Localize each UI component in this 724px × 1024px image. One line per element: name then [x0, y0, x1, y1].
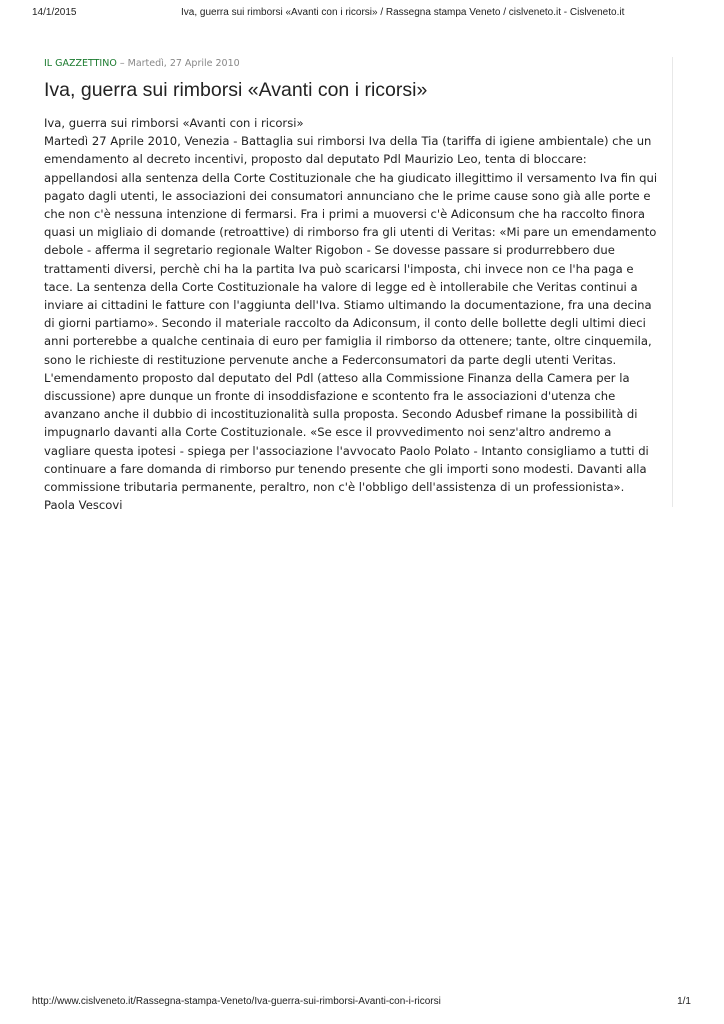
- article-meta: [44, 57, 672, 71]
- article-body: [44, 114, 661, 514]
- article: [44, 57, 673, 513]
- article-author: Paola Vescovi: [44, 498, 123, 513]
- article-title: Iva, guerra sui rimborsi «Avanti con i ricorsi»: [44, 79, 428, 101]
- print-footer: [0, 996, 724, 1010]
- print-date: 14/1/2015: [32, 7, 77, 18]
- print-page-title: Iva, guerra sui rimborsi «Avanti con i ricorsi» / Rassegna stampa Veneto / cislveneto.it - Cislveneto.it: [181, 7, 625, 18]
- meta-separator: –: [116, 58, 128, 69]
- print-url: http://www.cislveneto.it/Rassegna-stampa-Veneto/Iva-guerra-sui-rimborsi-Avanti-con-i-ricorsi: [32, 996, 441, 1007]
- article-paragraph: Martedì 27 Aprile 2010, Venezia - Battaglia sui rimborsi Iva della Tia (tariffa di igiene ambientale) che un emendamento al decreto incentivi, proposto dal deputato Pdl Maurizio Leo, tenta di bloccare: appellandosi alla sentenza della Corte Costituzionale che ha giudicato illegittimo il versamento Iva fin qui pagato dagli utenti, le associazioni dei consumatori annunciano che le prime cause sono già alle porte e che non c'è nessuna intenzione di fermarsi. Fra i primi a muoversi c'è Adiconsum che ha raccolto finora quasi un migliaio di domande (retroattive) di rimborso fra gli utenti di Veritas: «Mi pare un emendamento debole - afferma il segretario regionale Walter Rigobon - Se dovesse passare si produrrebbero due trattamenti diversi, perchè chi ha la partita Iva può scaricarsi l'imposta, chi invece non ce l'ha paga e tace. La sentenza della Corte Costituzionale ha valore di legge ed è intollerabile che Veritas continui a inviare ai cittadini le fatture con l'aggiunta dell'Iva. Stiamo ultimando la documentazione, fra una decina di giorni partiamo». Secondo il materiale raccolto da Adiconsum, il conto delle bollette degli ultimi dieci anni porterebbe a qualche centinaia di euro per famiglia il rimborso da ottenere; tante, oltre cinquemila, sono le richieste di restituzione pervenute anche a Federconsumatori da parte degli utenti Veritas. L'emendamento proposto dal deputato del Pdl (atteso alla Commissione Finanza della Camera per la discussione) apre dunque un fronte di insoddisfazione e scontento fra le associazioni d'utenza che avanzano anche il dubbio di incostituzionalità sulla proposta. Secondo Adusbef rimane la possibilità di impugnarlo davanti alla Corte Costituzionale. «Se esce il provvedimento noi senz'altro andremo a vagliare questa ipotesi - spiega per l'associazione l'avvocato Paolo Polato - Intanto consigliamo a tutti di continuare a fare domanda di rimborso pur tenendo presente che gli importi sono modesti. Davanti alla commissione tributaria permanente, peraltro, non c'è l'obbligo dell'assistenza di un professionista».: [44, 134, 658, 495]
- page-number: 1/1: [677, 996, 691, 1007]
- article-subtitle: Iva, guerra sui rimborsi «Avanti con i ricorsi»: [44, 116, 304, 130]
- article-source-link[interactable]: IL GAZZETTINO: [44, 58, 117, 69]
- print-header: [0, 7, 724, 21]
- article-date: Martedì, 27 Aprile 2010: [127, 58, 240, 69]
